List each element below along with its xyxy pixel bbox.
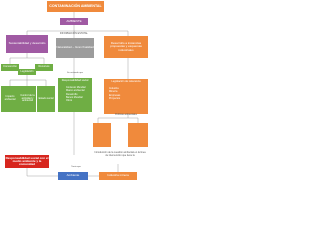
node-legislacion: Legislación <box>18 69 36 75</box>
list-item: Proyectos <box>109 96 121 100</box>
node-control: Control de la actividad y ambiental <box>19 86 36 112</box>
desarrollo-list <box>109 87 120 100</box>
list-item: Banco Mundial <box>66 95 83 99</box>
node-industria-minera: Industria minera <box>99 172 137 180</box>
label-informacion-estatal: INFORMACIÓN ESTATAL <box>60 32 88 35</box>
label-connector-b: Tanto que <box>71 166 81 168</box>
node-politicas-b <box>128 123 148 147</box>
node-ambiente: AMBIENTE <box>60 18 88 25</box>
node-desarrollo: Desarrollo a instancias propuestas y esquemas industriales <box>104 36 148 58</box>
node-sustentabilidad: Sustentabilidad y desarrollo <box>6 35 48 53</box>
naturalidad-list <box>66 86 85 102</box>
node-recursos: Recursos <box>35 64 53 71</box>
node-ambiente-final: Ambiente <box>58 172 88 180</box>
node-introduccion: Introducción de la cuestión ambiental en la línea de intervención que tiene la <box>94 151 146 157</box>
diagram-title: CONTAMINACIÓN AMBIENTAL <box>47 1 104 12</box>
node-legislacion-conclusion-box <box>104 79 148 114</box>
list-item: Minería <box>109 90 118 94</box>
node-responsabilidad-social: Responsabilidad social con el medio ambiente y la comunidad <box>5 155 49 167</box>
list-item: Industria <box>109 87 119 90</box>
node-legislacion-conclusion: Legislación de relevancia <box>111 80 141 83</box>
list-item: Empresas <box>109 93 121 97</box>
node-responsabilidad-title: Responsabilidad social <box>61 79 89 82</box>
list-item: Contexto Mundial <box>66 86 86 89</box>
label-politicas: Políticas ambientales <box>115 114 137 116</box>
list-item: Marco ambiental <box>66 89 85 93</box>
node-naturalidad: Naturalidad – Gran finalidad <box>56 38 94 58</box>
node-estado: Estado social <box>37 86 55 112</box>
label-connector-a: Se entiende que <box>67 72 83 74</box>
list-item: Desarrollo <box>66 92 78 96</box>
list-item: Otros <box>66 99 73 102</box>
node-impacto: Impacto ambiental <box>1 86 19 112</box>
node-convencion: Convención <box>1 64 19 71</box>
node-politicas-a <box>93 123 111 147</box>
node-responsabilidad-box <box>58 78 92 112</box>
